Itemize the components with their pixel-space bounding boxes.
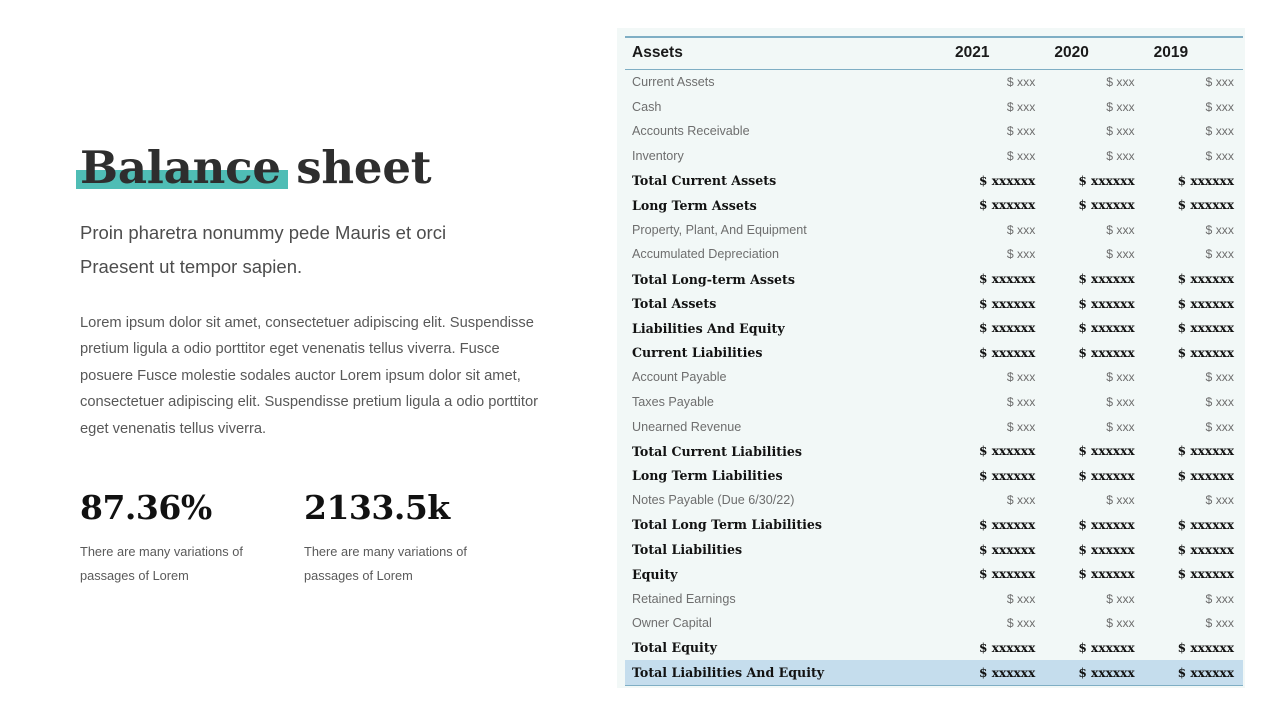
row-value-2019: $ xxxxxx: [1144, 660, 1243, 685]
row-value-2020: $ xxx: [1106, 370, 1135, 385]
table-row: [625, 439, 1243, 464]
row-value-2019: $ xxx: [1205, 149, 1234, 164]
row-label: Notes Payable (Due 6/30/22): [632, 493, 795, 508]
column-header-2021: 2021: [955, 44, 990, 61]
row-value-2021: $ xxx: [1006, 370, 1036, 385]
stat-card-2: [304, 488, 528, 588]
row-value-2020: $ xxx: [1106, 124, 1135, 139]
row-value-2021: $ xxxxxx: [979, 272, 1036, 287]
table-body: [625, 70, 1243, 685]
row-value-2020: $ xxx: [1106, 99, 1135, 114]
row-label: Total Liabilities And Equity: [625, 660, 945, 685]
row-value-2021: $ xxx: [1006, 419, 1036, 434]
row-label: Total Liabilities: [632, 542, 743, 558]
row-value-2021: $ xxxxxx: [979, 321, 1036, 336]
table-row: [625, 193, 1243, 218]
row-value-2020: $ xxxxxx: [1044, 660, 1143, 685]
row-value-2019: $ xxxxxx: [1177, 468, 1234, 483]
row-label: Unearned Revenue: [632, 419, 742, 434]
row-value-2019: $ xxx: [1205, 370, 1234, 385]
row-value-2020: $ xxxxxx: [1078, 640, 1135, 655]
row-value-2019: $ xxxxxx: [1177, 296, 1234, 311]
table-row: [625, 218, 1243, 243]
row-value-2020: $ xxxxxx: [1078, 468, 1135, 483]
row-value-2019: $ xxx: [1205, 99, 1234, 114]
stat-caption-2: There are many variations of passages of Lorem: [304, 544, 467, 583]
row-value-2019: $ xxxxxx: [1177, 444, 1234, 459]
table-bottom-rule: [625, 685, 1243, 687]
row-value-2019: $ xxxxxx: [1177, 640, 1234, 655]
table-header-row: [625, 38, 1243, 69]
row-value-2019: $ xxxxxx: [1177, 345, 1234, 360]
row-label: Accounts Receivable: [632, 124, 750, 139]
row-value-2019: $ xxxxxx: [1177, 321, 1234, 336]
row-value-2019: $ xxx: [1205, 247, 1234, 262]
row-value-2021: $ xxxxxx: [979, 468, 1036, 483]
row-label: Account Payable: [632, 370, 727, 385]
table-row: [625, 611, 1243, 636]
table-row: [625, 119, 1243, 144]
column-header-assets: Assets: [632, 44, 683, 61]
page-subtitle: Proin pharetra nonummy pede Mauris et orci Praesent ut tempor sapien.: [80, 222, 447, 277]
row-label: Total Equity: [632, 640, 717, 656]
row-value-2020: $ xxxxxx: [1078, 517, 1135, 532]
table-row: [625, 660, 1243, 685]
row-label: Accumulated Depreciation: [632, 247, 780, 262]
row-label: Inventory: [632, 149, 684, 164]
row-label: Total Long-term Assets: [632, 271, 795, 287]
row-value-2021: $ xxx: [1006, 75, 1036, 90]
stat-card-1: [80, 488, 304, 588]
stat-value-2: 2133.5k: [304, 488, 450, 527]
page-title-rest: sheet: [280, 141, 432, 194]
slide-left-column: [0, 0, 600, 720]
row-label: Owner Capital: [632, 616, 712, 631]
row-value-2021: $ xxx: [1006, 149, 1036, 164]
row-value-2019: $ xxx: [1205, 222, 1234, 237]
table-row: [625, 316, 1243, 341]
row-value-2019: $ xxxxxx: [1177, 517, 1234, 532]
table-row: [625, 586, 1243, 611]
row-value-2020: $ xxxxxx: [1078, 296, 1135, 311]
row-label: Current Assets: [632, 75, 715, 90]
table-row: [625, 341, 1243, 366]
row-value-2021: $ xxx: [1006, 99, 1036, 114]
column-header-2019: 2019: [1153, 44, 1189, 61]
row-value-2020: $ xxxxxx: [1078, 321, 1135, 336]
row-value-2020: $ xxx: [1106, 149, 1135, 164]
row-value-2019: $ xxxxxx: [1177, 198, 1234, 213]
row-value-2020: $ xxx: [1106, 419, 1135, 434]
row-label: Total Assets: [632, 296, 717, 312]
table-row: [625, 390, 1243, 415]
table-row: [625, 168, 1243, 193]
balance-sheet-inner: [625, 28, 1243, 686]
row-value-2021: $ xxx: [1006, 591, 1036, 606]
row-label: Cash: [632, 99, 662, 114]
row-value-2021: $ xxx: [1006, 493, 1036, 508]
row-value-2020: $ xxxxxx: [1078, 345, 1135, 360]
row-value-2021: $ xxxxxx: [979, 173, 1036, 188]
balance-sheet-body-table: [625, 70, 1243, 685]
row-label: Total Current Assets: [632, 173, 777, 189]
balance-sheet-table: [625, 38, 1243, 69]
row-value-2021: $ xxxxxx: [979, 444, 1036, 459]
row-label: Taxes Payable: [632, 395, 714, 410]
row-value-2021: $ xxx: [1006, 395, 1036, 410]
balance-sheet-panel: [617, 28, 1245, 688]
table-row: [625, 414, 1243, 439]
table-row: [625, 144, 1243, 169]
row-value-2020: $ xxxxxx: [1078, 173, 1135, 188]
row-label: Liabilities And Equity: [632, 320, 785, 336]
row-value-2020: $ xxx: [1106, 616, 1135, 631]
column-header-2020: 2020: [1054, 44, 1089, 61]
row-value-2020: $ xxxxxx: [1078, 444, 1135, 459]
row-value-2021: $ xxxxxx: [979, 567, 1036, 582]
table-row: [625, 267, 1243, 292]
row-value-2021: $ xxxxxx: [979, 345, 1036, 360]
row-value-2019: $ xxx: [1205, 616, 1234, 631]
stat-value-1: 87.36%: [80, 488, 212, 527]
row-value-2021: $ xxx: [1006, 124, 1036, 139]
row-value-2020: $ xxxxxx: [1078, 542, 1135, 557]
table-row: [625, 537, 1243, 562]
page-title: [80, 140, 431, 196]
row-value-2020: $ xxx: [1106, 222, 1135, 237]
row-label: Retained Earnings: [632, 591, 736, 606]
row-value-2021: $ xxxxxx: [979, 296, 1036, 311]
row-value-2019: $ xxxxxx: [1177, 272, 1234, 287]
row-value-2020: $ xxxxxx: [1078, 272, 1135, 287]
row-value-2019: $ xxxxxx: [1177, 542, 1234, 557]
row-value-2021: $ xxxxxx: [945, 660, 1044, 685]
table-row: [625, 70, 1243, 95]
stats-group: [80, 488, 550, 588]
row-value-2020: $ xxx: [1106, 493, 1135, 508]
row-value-2021: $ xxx: [1006, 247, 1036, 262]
row-value-2020: $ xxx: [1106, 591, 1135, 606]
row-label: Equity: [632, 566, 678, 582]
row-value-2019: $ xxx: [1205, 124, 1234, 139]
table-row: [625, 488, 1243, 513]
row-value-2019: $ xxx: [1205, 395, 1234, 410]
row-value-2019: $ xxx: [1205, 591, 1234, 606]
row-value-2019: $ xxx: [1205, 75, 1234, 90]
body-paragraph: Lorem ipsum dolor sit amet, consectetuer adipiscing elit. Suspendisse pretium ligula a odio porttitor eget venenatis tellus viverra. Fusce posuere Fusce molestie sodales auctor Lorem ipsum dolor sit amet, consectetuer adipiscing elit. Suspendisse pretium ligula a odio porttitor eget venenatis tellus viverra.: [80, 315, 539, 437]
row-value-2020: $ xxx: [1106, 395, 1135, 410]
row-label: Property, Plant, And Equipment: [632, 222, 807, 237]
row-value-2021: $ xxxxxx: [979, 517, 1036, 532]
row-value-2019: $ xxxxxx: [1177, 567, 1234, 582]
row-value-2019: $ xxx: [1205, 493, 1234, 508]
table-row: [625, 242, 1243, 267]
row-value-2020: $ xxx: [1106, 75, 1135, 90]
row-value-2019: $ xxx: [1205, 419, 1234, 434]
table-row: [625, 562, 1243, 587]
row-value-2020: $ xxxxxx: [1078, 567, 1135, 582]
table-row: [625, 513, 1243, 538]
row-value-2020: $ xxxxxx: [1078, 198, 1135, 213]
table-row: [625, 95, 1243, 120]
row-label: Total Long Term Liabilities: [632, 517, 823, 533]
row-value-2021: $ xxxxxx: [979, 640, 1036, 655]
row-value-2021: $ xxxxxx: [979, 542, 1036, 557]
table-row: [625, 464, 1243, 489]
table-row: [625, 636, 1243, 661]
page-title-block: [80, 140, 431, 198]
row-label: Long Term Liabilities: [632, 468, 783, 484]
row-label: Total Current Liabilities: [632, 443, 802, 459]
row-label: Long Term Assets: [632, 197, 757, 213]
page-title-accent-word: Balance: [80, 141, 281, 194]
stat-caption-1: There are many variations of passages of Lorem: [80, 544, 243, 583]
table-row: [625, 365, 1243, 390]
row-value-2021: $ xxxxxx: [979, 198, 1036, 213]
row-label: Current Liabilities: [632, 345, 763, 361]
row-value-2021: $ xxx: [1006, 222, 1036, 237]
row-value-2019: $ xxxxxx: [1177, 173, 1234, 188]
table-header: [625, 38, 1243, 69]
row-value-2020: $ xxx: [1106, 247, 1135, 262]
table-row: [625, 291, 1243, 316]
row-value-2021: $ xxx: [1006, 616, 1036, 631]
